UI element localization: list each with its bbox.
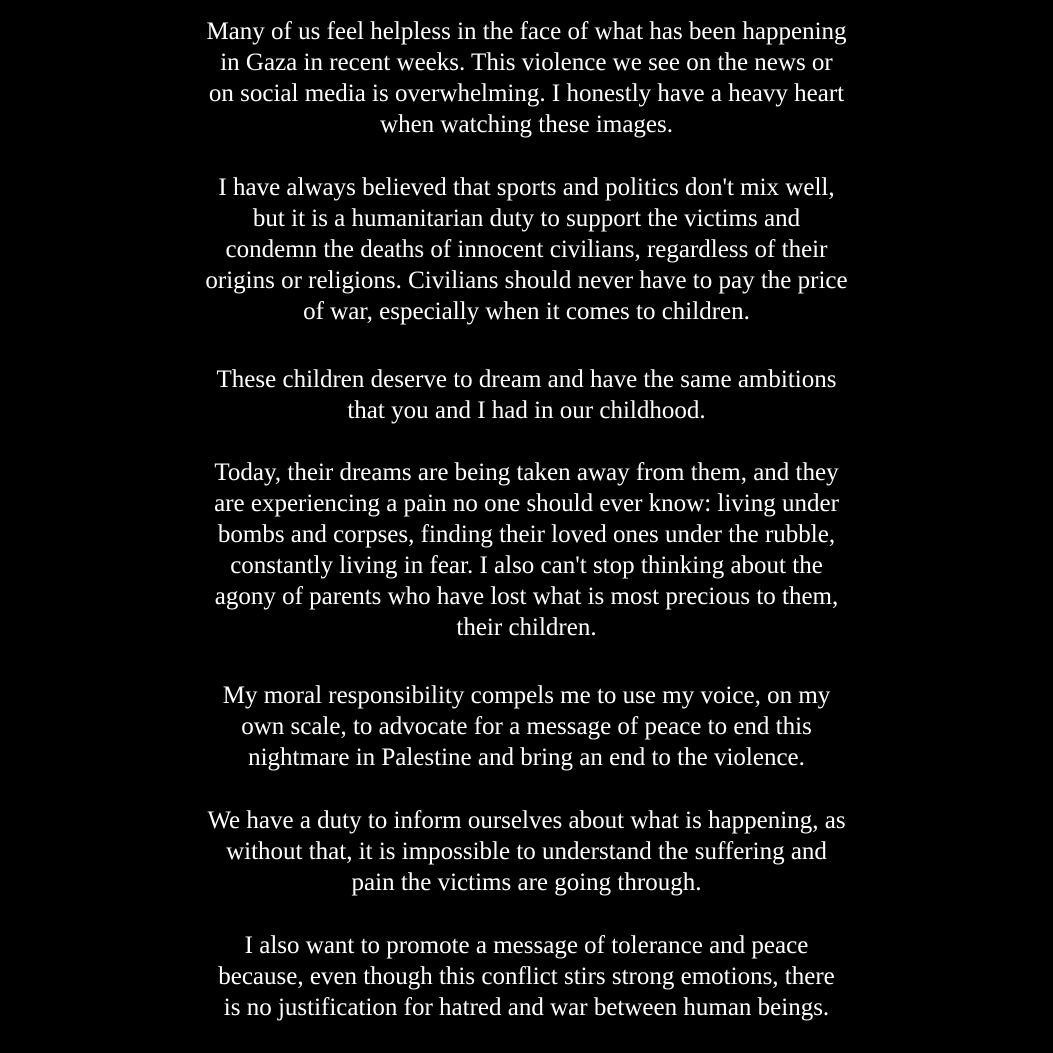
paragraph-3 (140, 364, 913, 426)
paragraph-4 (140, 457, 913, 643)
text-line: pain the victims are going through. (351, 869, 702, 896)
text-line: bombs and corpses, finding their loved ones under the rubble, (217, 521, 836, 548)
paragraph-2 (140, 172, 913, 327)
text-line: Many of us feel helpless in the face of what has been happening (206, 18, 847, 45)
text-line: I also want to promote a message of tolerance and peace (244, 932, 809, 959)
text-line: when watching these images. (380, 111, 673, 138)
text-line: because, even though this conflict stirs strong emotions, there (218, 963, 835, 990)
text-line: that you and I had in our childhood. (347, 397, 706, 424)
text-line: without that, it is impossible to understand the suffering and (226, 838, 827, 865)
text-line: origins or religions. Civilians should never have to pay the price (205, 267, 848, 294)
paragraph-5 (140, 680, 913, 773)
text-line: but it is a humanitarian duty to support the victims and (252, 205, 801, 232)
text-line: on social media is overwhelming. I honestly have a heavy heart (208, 80, 845, 107)
text-line: nightmare in Palestine and bring an end to the violence. (248, 744, 805, 771)
paragraph-7 (140, 930, 913, 1023)
text-line: condemn the deaths of innocent civilians, regardless of their (225, 236, 828, 263)
text-line: in Gaza in recent weeks. This violence we see on the news or (220, 49, 833, 76)
text-line: My moral responsibility compels me to use my voice, on my (222, 682, 831, 709)
text-line: I have always believed that sports and politics don't mix well, (218, 174, 835, 201)
text-line: Today, their dreams are being taken away from them, and they (214, 459, 839, 486)
text-line: We have a duty to inform ourselves about what is happening, as (207, 807, 846, 834)
text-line: constantly living in fear. I also can't stop thinking about the (230, 552, 823, 579)
text-line: These children deserve to dream and have the same ambitions (216, 366, 837, 393)
text-line: own scale, to advocate for a message of peace to end this (241, 713, 812, 740)
text-line: agony of parents who have lost what is most precious to them, (214, 583, 839, 610)
text-line: their children. (456, 614, 597, 641)
text-line: are experiencing a pain no one should ever know: living under (214, 490, 839, 517)
text-line: is no justification for hatred and war between human beings. (223, 994, 830, 1021)
paragraph-1 (140, 16, 913, 140)
paragraph-6 (140, 805, 913, 898)
text-line: of war, especially when it comes to children. (303, 298, 750, 325)
